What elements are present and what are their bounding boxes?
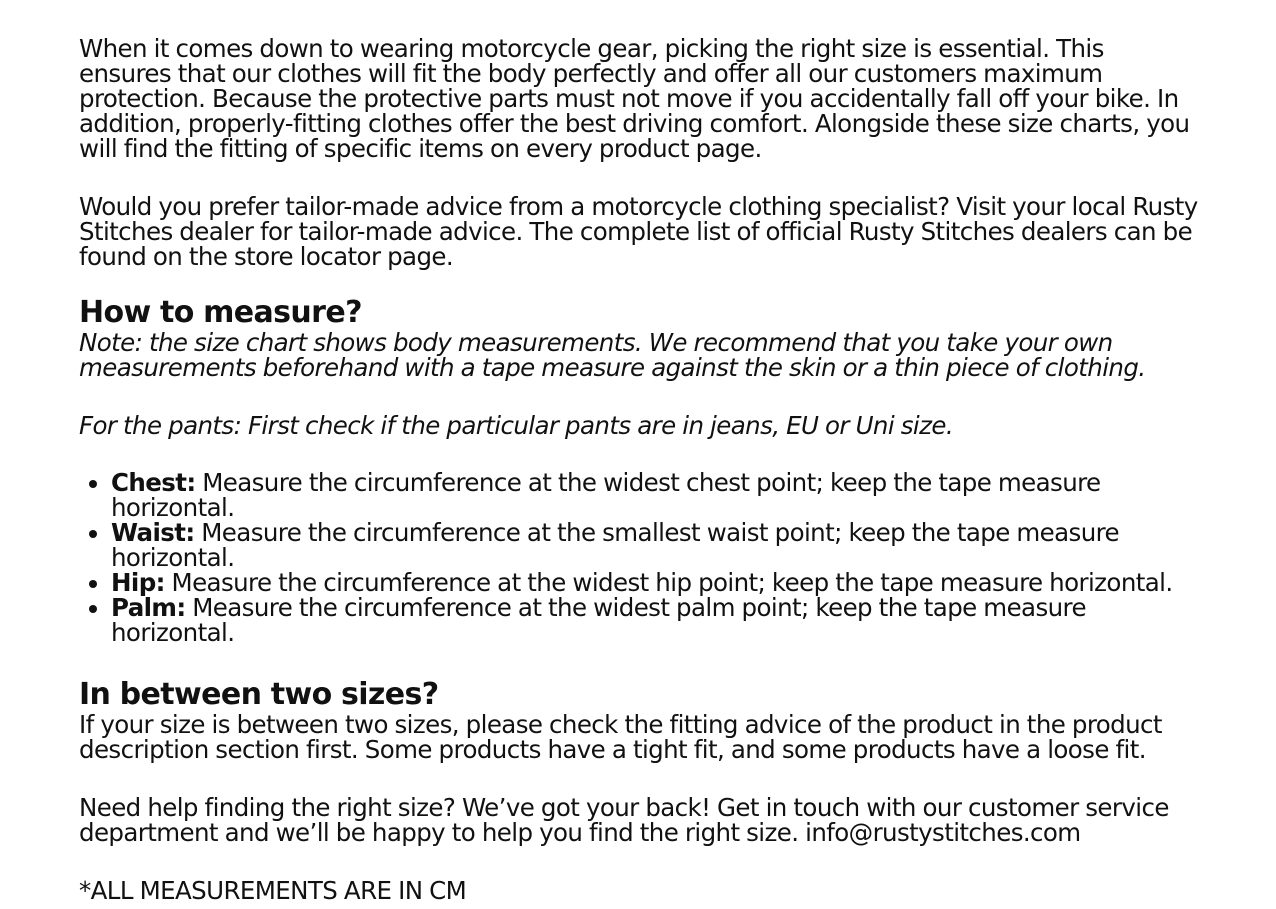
list-item-label: Chest:: [111, 468, 196, 497]
list-item-text: Measure the circumference at the smallest waist point; keep the tape measure horizontal.: [111, 518, 1120, 572]
help-text: Need help finding the right size? We’ve got your back! Get in touch with our customer service department and we’ll be happy to help you find the right size.: [79, 793, 1169, 847]
support-email[interactable]: info@rustystitches.com: [805, 818, 1081, 847]
how-to-measure-heading: How to measure?: [79, 295, 362, 330]
list-item-text: Measure the circumference at the widest hip point; keep the tape measure horizontal.: [164, 568, 1173, 597]
intro-paragraph-dealer: Would you prefer tailor-made advice from a motorcycle clothing specialist? Visit your local Rusty Stitches dealer for tailor-made advice. The complete list of official Rusty Stitches dealers can be found on the store locator page.: [79, 192, 1198, 271]
measurements-unit-note: *ALL MEASUREMENTS ARE IN CM: [79, 876, 467, 905]
size-guide-content: [79, 36, 1199, 903]
in-between-sizes-text: If your size is between two sizes, please check the fitting advice of the product in the product description section first. Some products have a tight fit, and some products have a loose fit.: [79, 710, 1162, 764]
pants-size-note: For the pants: First check if the particular pants are in jeans, EU or Uni size.: [79, 411, 954, 440]
measurement-note: Note: the size chart shows body measurements. We recommend that you take your own measurements beforehand with a tape measure against the skin or a thin piece of clothing.: [79, 328, 1146, 382]
list-item-label: Palm:: [111, 593, 186, 622]
list-item-text: Measure the circumference at the widest chest point; keep the tape measure horizontal.: [111, 468, 1101, 522]
list-item-chest: [111, 470, 1199, 520]
list-item-label: Hip:: [111, 568, 165, 597]
list-item-hip: [111, 570, 1199, 595]
intro-paragraph-fit: When it comes down to wearing motorcycle gear, picking the right size is essential. This ensures that our clothes will fit the body perfectly and offer all our customers maximum protection. Because the protective parts must not move if you accidentally fall off your bike. In addition, properly-fitting clothes offer the best driving comfort. Alongside these size charts, you will find the fitting of specific items on every product page.: [79, 34, 1190, 163]
list-item-palm: [111, 595, 1199, 645]
measurement-list: [79, 470, 1199, 645]
list-item-label: Waist:: [111, 518, 195, 547]
in-between-sizes-heading: In between two sizes?: [79, 677, 439, 712]
list-item-text: Measure the circumference at the widest palm point; keep the tape measure horizontal.: [111, 593, 1086, 647]
help-paragraph: [79, 795, 1199, 845]
list-item-waist: [111, 520, 1199, 570]
